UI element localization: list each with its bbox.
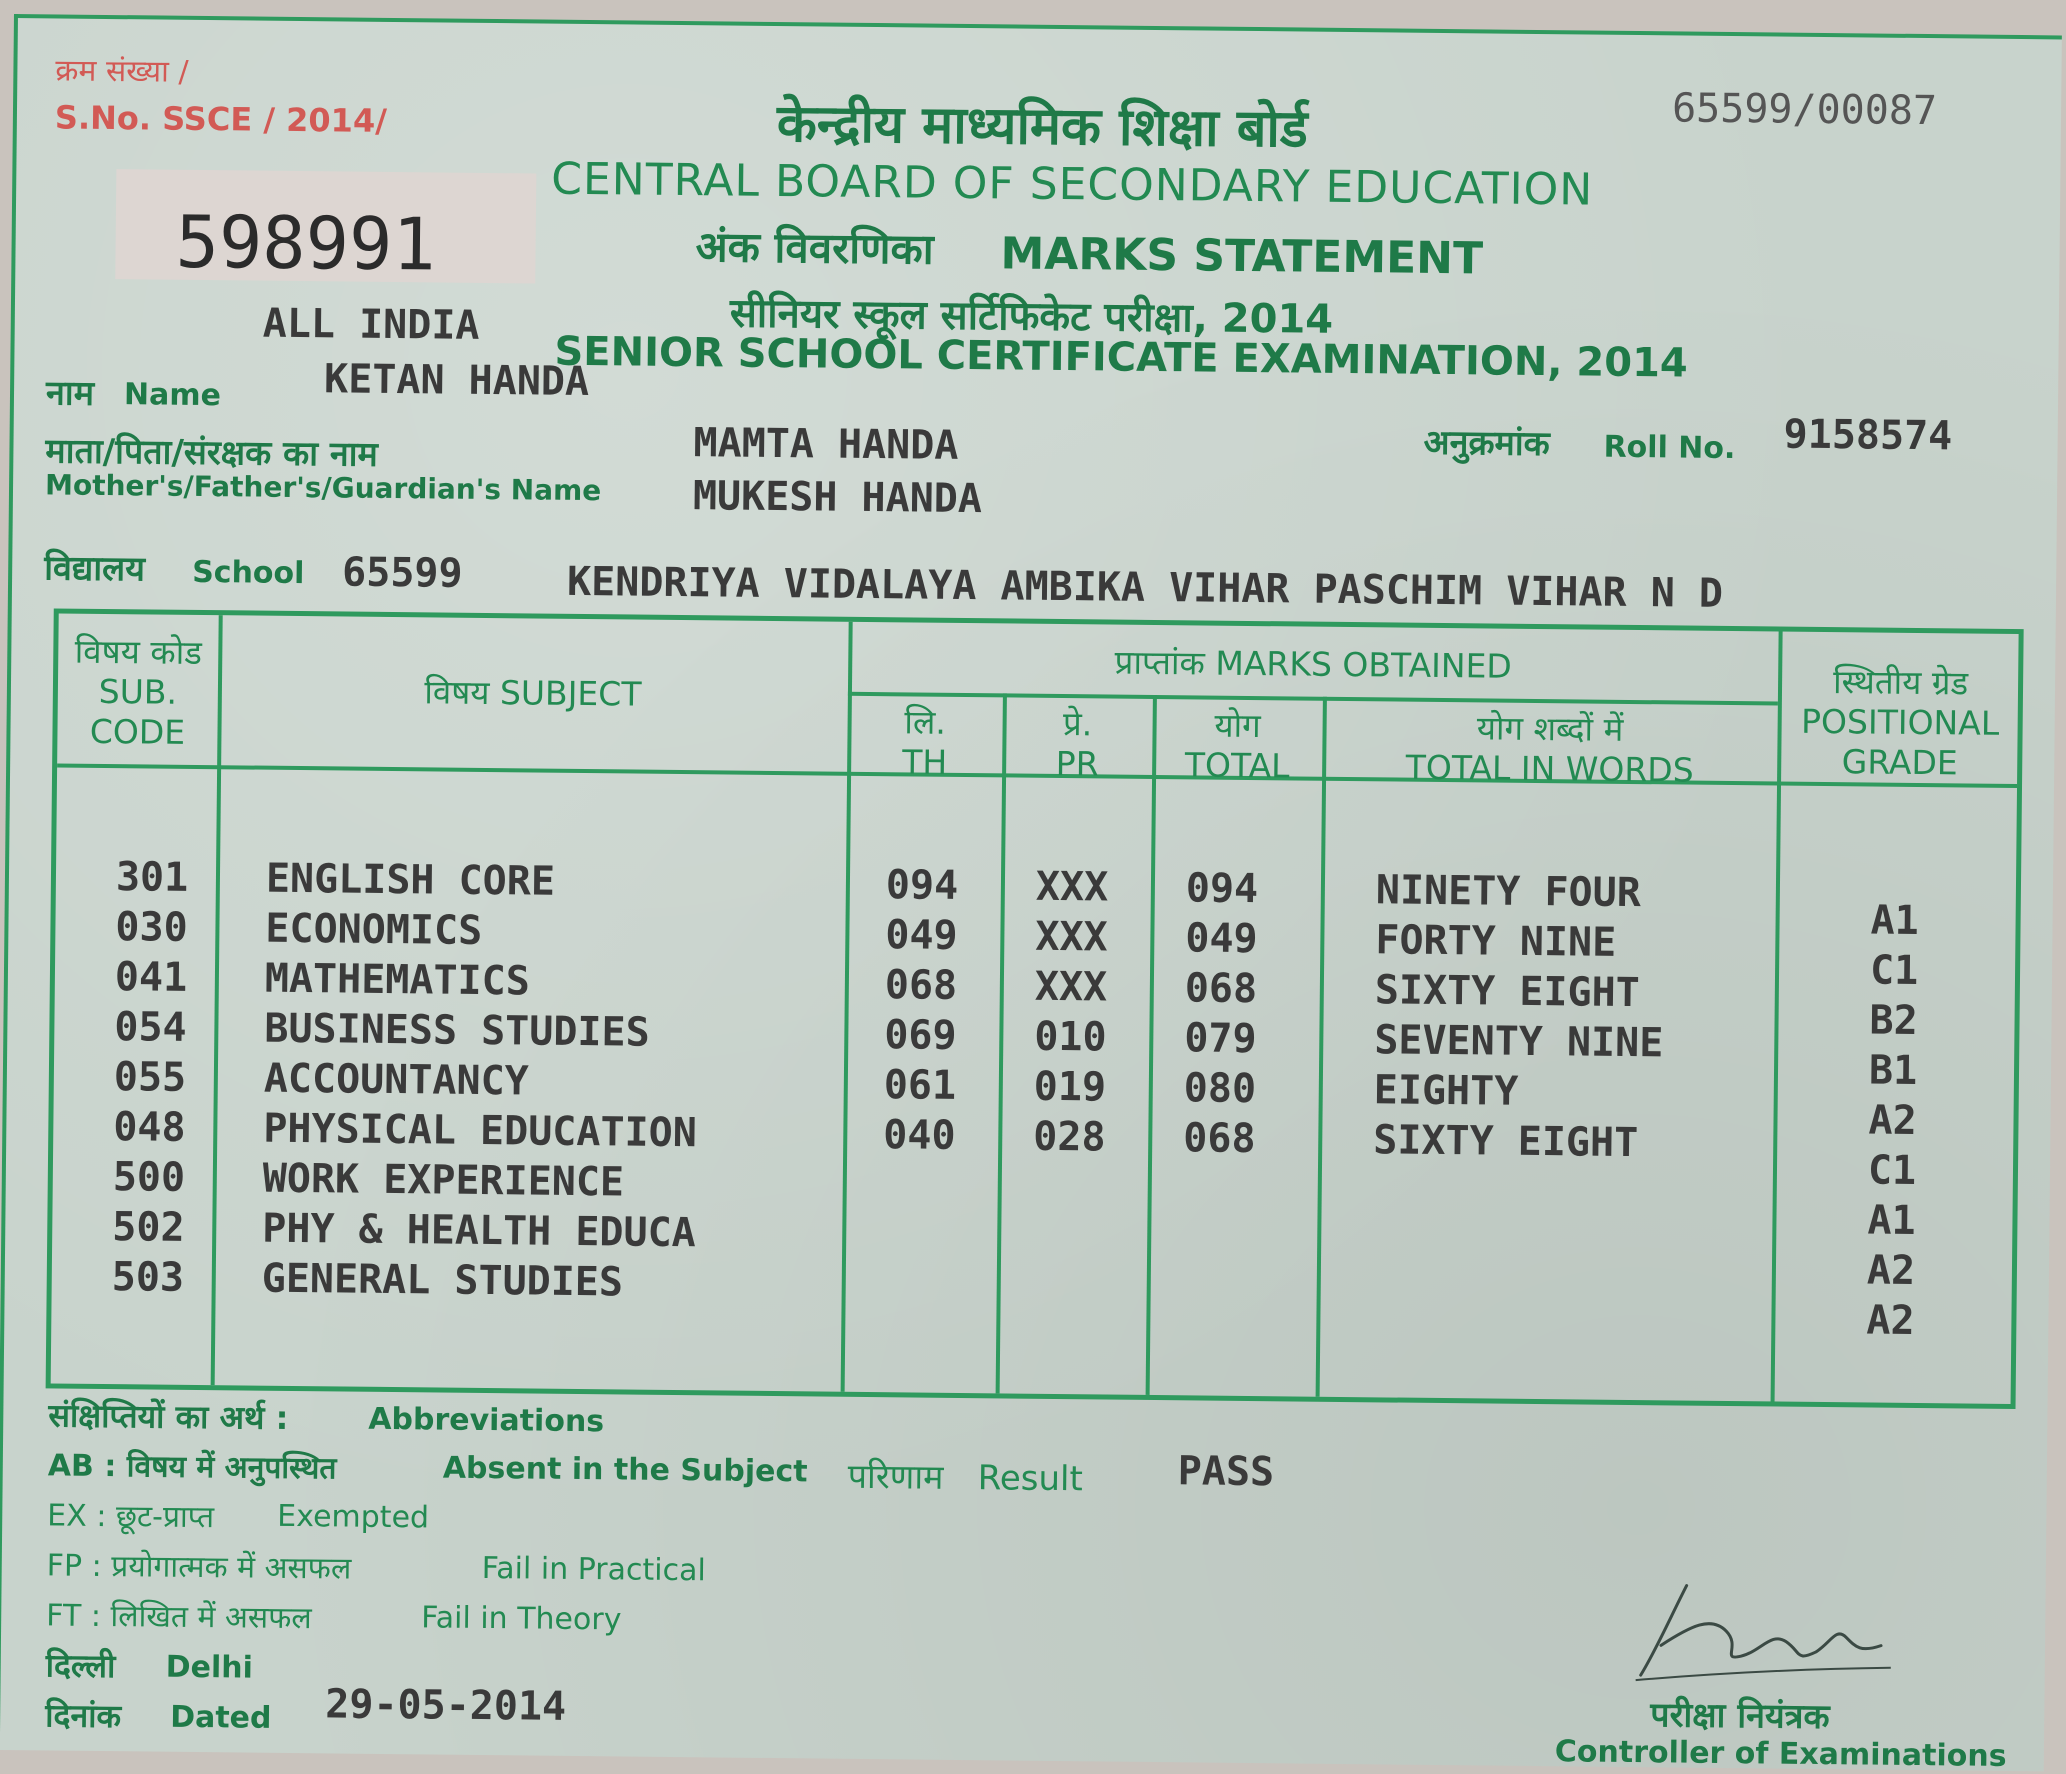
serial-number: 598991: [175, 199, 437, 287]
subject-code: 500: [112, 1154, 186, 1201]
exam-prefix: ALL INDIA: [262, 300, 480, 349]
subject-header: विषय SUBJECT: [424, 672, 642, 714]
words-header-hi: योग शब्दों में: [1476, 708, 1624, 749]
positional-grade: B1: [1868, 1047, 1918, 1094]
abbr-ft-hi: FT : लिखित में असफल: [46, 1598, 312, 1637]
positional-grade: A2: [1866, 1247, 1916, 1294]
total-header: [1152, 705, 1323, 787]
total-in-words: EIGHTY: [1373, 1067, 1519, 1115]
marks-table: [46, 608, 2024, 1409]
total-in-words: FORTY NINE: [1375, 917, 1617, 966]
father-name: MUKESH HANDA: [692, 473, 983, 523]
positional-grade: A2: [1868, 1097, 1917, 1144]
words-header: [1322, 707, 1778, 792]
code-header-hi: विषय कोड: [74, 631, 203, 673]
abbr-title-hi: संक्षिप्तियों का अर्थ :: [48, 1396, 289, 1437]
grade-header-en-2: GRADE: [1841, 742, 1958, 783]
th-header-en: TH: [902, 742, 948, 782]
board-name-hi: केन्द्रीय माध्यमिक शिक्षा बोर्ड: [776, 93, 1309, 160]
code-header-en-2: CODE: [89, 711, 186, 752]
controller-title-hi: परीक्षा नियंत्रक: [1650, 1695, 1830, 1738]
serial-label-hi: क्रम संख्या /: [55, 53, 189, 90]
practical-marks: 019: [1033, 1063, 1107, 1111]
place-hi: दिल्ली: [45, 1646, 116, 1686]
practical-marks: 010: [1034, 1013, 1107, 1061]
document-code: 65599/00087: [1671, 85, 1938, 135]
theory-marks: 049: [885, 912, 958, 959]
total-marks: 094: [1185, 865, 1259, 913]
exam-name-en: SENIOR SCHOOL CERTIFICATE EXAMINATION, 2014: [554, 328, 1689, 387]
theory-marks: 068: [884, 962, 958, 1009]
practical-marks: XXX: [1035, 863, 1109, 911]
positional-grade: C1: [1869, 947, 1919, 994]
th-header-hi: लि.: [904, 702, 947, 742]
total-marks: 049: [1185, 915, 1258, 963]
place-en: Delhi: [165, 1649, 254, 1686]
subject-code: 503: [111, 1254, 185, 1301]
subject-name: GENERAL STUDIES: [261, 1255, 624, 1306]
school-name: KENDRIYA VIDALAYA AMBIKA VIHAR PASCHIM VIHAR N D: [566, 558, 1724, 617]
theory-marks: 094: [885, 862, 959, 909]
theory-marks: 040: [883, 1112, 956, 1159]
roll-label-hi: अनुक्रमांक: [1423, 422, 1551, 465]
total-in-words: SIXTY EIGHT: [1373, 1117, 1639, 1167]
result-label-hi: परिणाम: [847, 1456, 944, 1498]
name-label-hi: नाम: [45, 373, 95, 414]
subject-code: 502: [112, 1204, 185, 1251]
result-value: PASS: [1177, 1448, 1275, 1496]
subject-code: 054: [114, 1004, 187, 1051]
positional-grade: C1: [1867, 1147, 1917, 1194]
theory-marks: 069: [884, 1012, 957, 1059]
subject-name: MATHEMATICS: [264, 955, 531, 1005]
code-header-en-1: SUB.: [98, 671, 178, 712]
controller-title-en: Controller of Examinations: [1554, 1734, 2007, 1774]
board-name-en: CENTRAL BOARD OF SECONDARY EDUCATION: [551, 153, 1594, 216]
subject-code: 030: [115, 904, 188, 951]
positional-grade: A1: [1867, 1197, 1916, 1244]
subject-name: PHY & HEALTH EDUCA: [262, 1205, 696, 1257]
abbr-title-en: Abbreviations: [368, 1401, 605, 1440]
roll-label-en: Roll No.: [1603, 429, 1736, 467]
total-marks: 079: [1184, 1015, 1257, 1063]
grade-header-hi: स्थितीय ग्रेड: [1832, 662, 1969, 703]
grade-header: [1777, 662, 2023, 785]
pr-header: [1002, 703, 1153, 785]
name-label-en: Name: [123, 377, 222, 414]
candidate-name: KETAN HANDA: [323, 356, 590, 406]
parent-label-hi: माता/पिता/संरक्षक का नाम: [45, 431, 379, 475]
controller-signature: [1630, 1575, 1911, 1698]
issue-date: 29-05-2014: [325, 1681, 567, 1730]
pr-header-en: PR: [1055, 743, 1099, 784]
marks-statement-sheet: [0, 14, 2062, 1774]
exam-name-hi: सीनियर स्कूल सर्टिफिकेट परीक्षा, 2014: [729, 290, 1334, 343]
total-header-en: TOTAL: [1184, 745, 1290, 786]
mother-name: MAMTA HANDA: [693, 420, 959, 469]
subject-code: 041: [114, 954, 188, 1001]
subject-name: ACCOUNTANCY: [263, 1055, 529, 1105]
subject-name: WORK EXPERIENCE: [262, 1155, 625, 1206]
abbr-ab-en: Absent in the Subject: [442, 1450, 808, 1490]
roll-number: 9158574: [1783, 411, 1953, 460]
words-header-en: TOTAL IN WORDS: [1405, 747, 1694, 790]
abbr-fp-en: Fail in Practical: [481, 1550, 706, 1589]
marks-obtained-header: प्राप्तांक MARKS OBTAINED: [1114, 642, 1513, 686]
statement-title-en: MARKS STATEMENT: [1000, 228, 1484, 285]
subject-name: BUSINESS STUDIES: [264, 1005, 650, 1056]
positional-grade: A1: [1870, 897, 1920, 944]
total-marks: 080: [1183, 1065, 1257, 1113]
subject-code: 301: [115, 854, 189, 901]
total-header-hi: योग: [1214, 705, 1261, 746]
practical-marks: 028: [1033, 1113, 1106, 1161]
total-in-words: NINETY FOUR: [1375, 867, 1642, 917]
date-label-hi: दिनांक: [44, 1696, 122, 1736]
code-header: [57, 632, 218, 754]
date-label-en: Dated: [169, 1699, 272, 1736]
parent-label-en: Mother's/Father's/Guardian's Name: [44, 468, 602, 508]
abbr-fp-hi: FP : प्रयोगात्मक में असफल: [46, 1548, 352, 1587]
school-code: 65599: [341, 549, 463, 597]
abbr-ab-hi: AB : विषय में अनुपस्थित: [47, 1448, 337, 1487]
practical-marks: XXX: [1034, 963, 1108, 1011]
total-in-words: SEVENTY NINE: [1374, 1017, 1664, 1067]
th-header: [847, 702, 1003, 784]
school-label-hi: विद्यालय: [43, 548, 146, 590]
statement-title-hi: अंक विवरणिका: [695, 222, 934, 274]
grade-header-en-1: POSITIONAL: [1800, 701, 2000, 743]
total-marks: 068: [1183, 1115, 1256, 1163]
total-marks: 068: [1184, 965, 1258, 1013]
positional-grade: B2: [1869, 997, 1918, 1044]
theory-marks: 061: [883, 1062, 957, 1109]
abbr-ex-hi: EX : छूट-प्राप्त: [47, 1498, 215, 1536]
pr-header-hi: प्रे.: [1062, 704, 1093, 744]
abbr-ex-en: Exempted: [277, 1498, 430, 1536]
subject-name: PHYSICAL EDUCATION: [263, 1105, 698, 1157]
positional-grade: A2: [1866, 1297, 1915, 1344]
serial-label-en: S.No. SSCE / 2014/: [54, 98, 388, 140]
practical-marks: XXX: [1035, 913, 1108, 961]
subject-code: 055: [113, 1054, 187, 1101]
result-label-en: Result: [977, 1458, 1083, 1500]
subject-name: ECONOMICS: [265, 905, 483, 954]
total-in-words: SIXTY EIGHT: [1374, 967, 1640, 1017]
subject-code: 048: [113, 1104, 186, 1151]
abbr-ft-en: Fail in Theory: [421, 1600, 622, 1638]
school-label-en: School: [191, 554, 305, 592]
subject-name: ENGLISH CORE: [265, 855, 556, 905]
